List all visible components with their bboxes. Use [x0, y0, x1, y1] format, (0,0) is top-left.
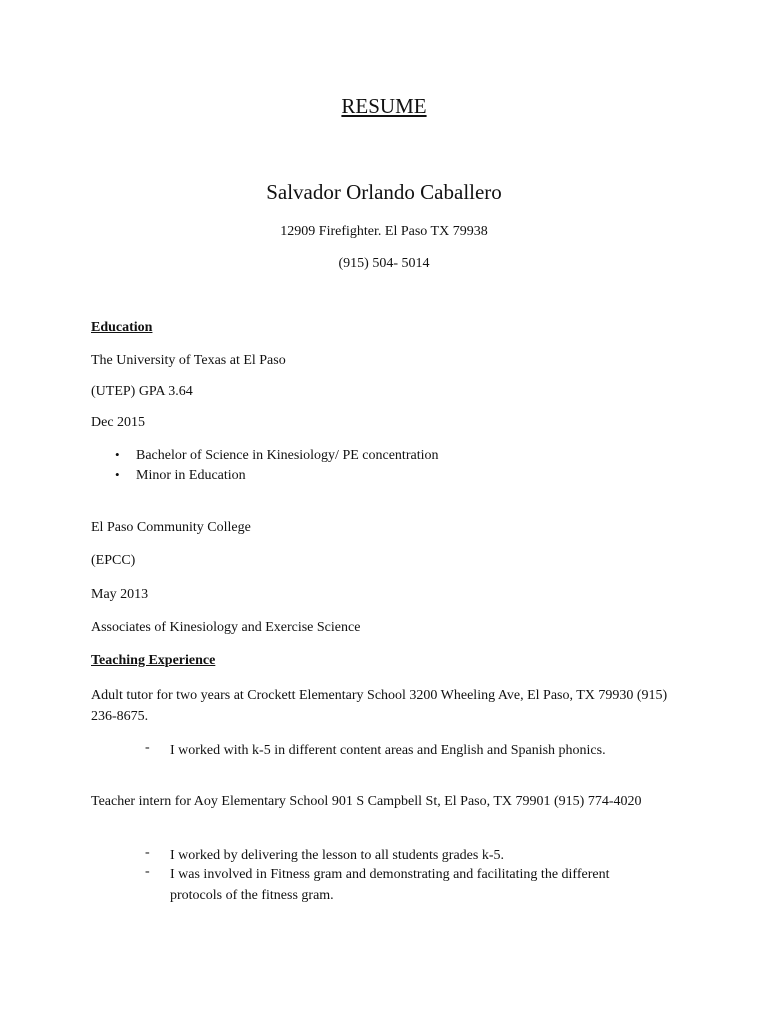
list-item [145, 864, 650, 906]
applicant-address: 12909 Firefighter. El Paso TX 79938 [280, 224, 488, 239]
minor-text: Minor in Education [136, 468, 246, 483]
list-item [145, 845, 650, 866]
job-duty: I worked with k-5 in different content areas and English and Spanish phonics. [170, 743, 606, 758]
education-heading: Education [91, 320, 153, 335]
resume-title: RESUME [341, 94, 427, 118]
bullet-icon: • [115, 447, 120, 462]
job-duty: I worked by delivering the lesson to all students grades k-5. [170, 848, 504, 863]
applicant-phone: (915) 504- 5014 [338, 256, 430, 271]
bullet-icon: • [115, 467, 120, 482]
epcc-date: May 2013 [91, 587, 149, 602]
list-item [115, 467, 246, 484]
job-description: Teacher intern for Aoy Elementary School 901 S Campbell St, El Paso, TX 79901 (915) 774-4020 [91, 794, 642, 809]
degree-text: Bachelor of Science in Kinesiology/ PE concentration [136, 448, 439, 463]
epcc-degree: Associates of Kinesiology and Exercise Science [91, 620, 361, 635]
epcc-school-name: El Paso Community College [91, 520, 251, 535]
utep-date: Dec 2015 [91, 415, 146, 430]
dash-icon: - [145, 864, 150, 879]
dash-icon: - [145, 740, 150, 755]
applicant-name: Salvador Orlando Caballero [266, 180, 502, 204]
list-item [115, 447, 438, 464]
utep-school-name: The University of Texas at El Paso [91, 353, 286, 368]
list-item [145, 740, 650, 761]
utep-gpa: (UTEP) GPA 3.64 [91, 384, 193, 399]
teaching-heading: Teaching Experience [91, 653, 216, 668]
job-description: Adult tutor for two years at Crockett Elementary School 3200 Wheeling Ave, El Paso, TX 79930 (915) 236-8675. [91, 688, 668, 724]
dash-icon: - [145, 845, 150, 860]
epcc-abbr: (EPCC) [91, 553, 136, 568]
job-duty: I was involved in Fitness gram and demonstrating and facilitating the different protocols of the fitness gram. [170, 867, 610, 903]
